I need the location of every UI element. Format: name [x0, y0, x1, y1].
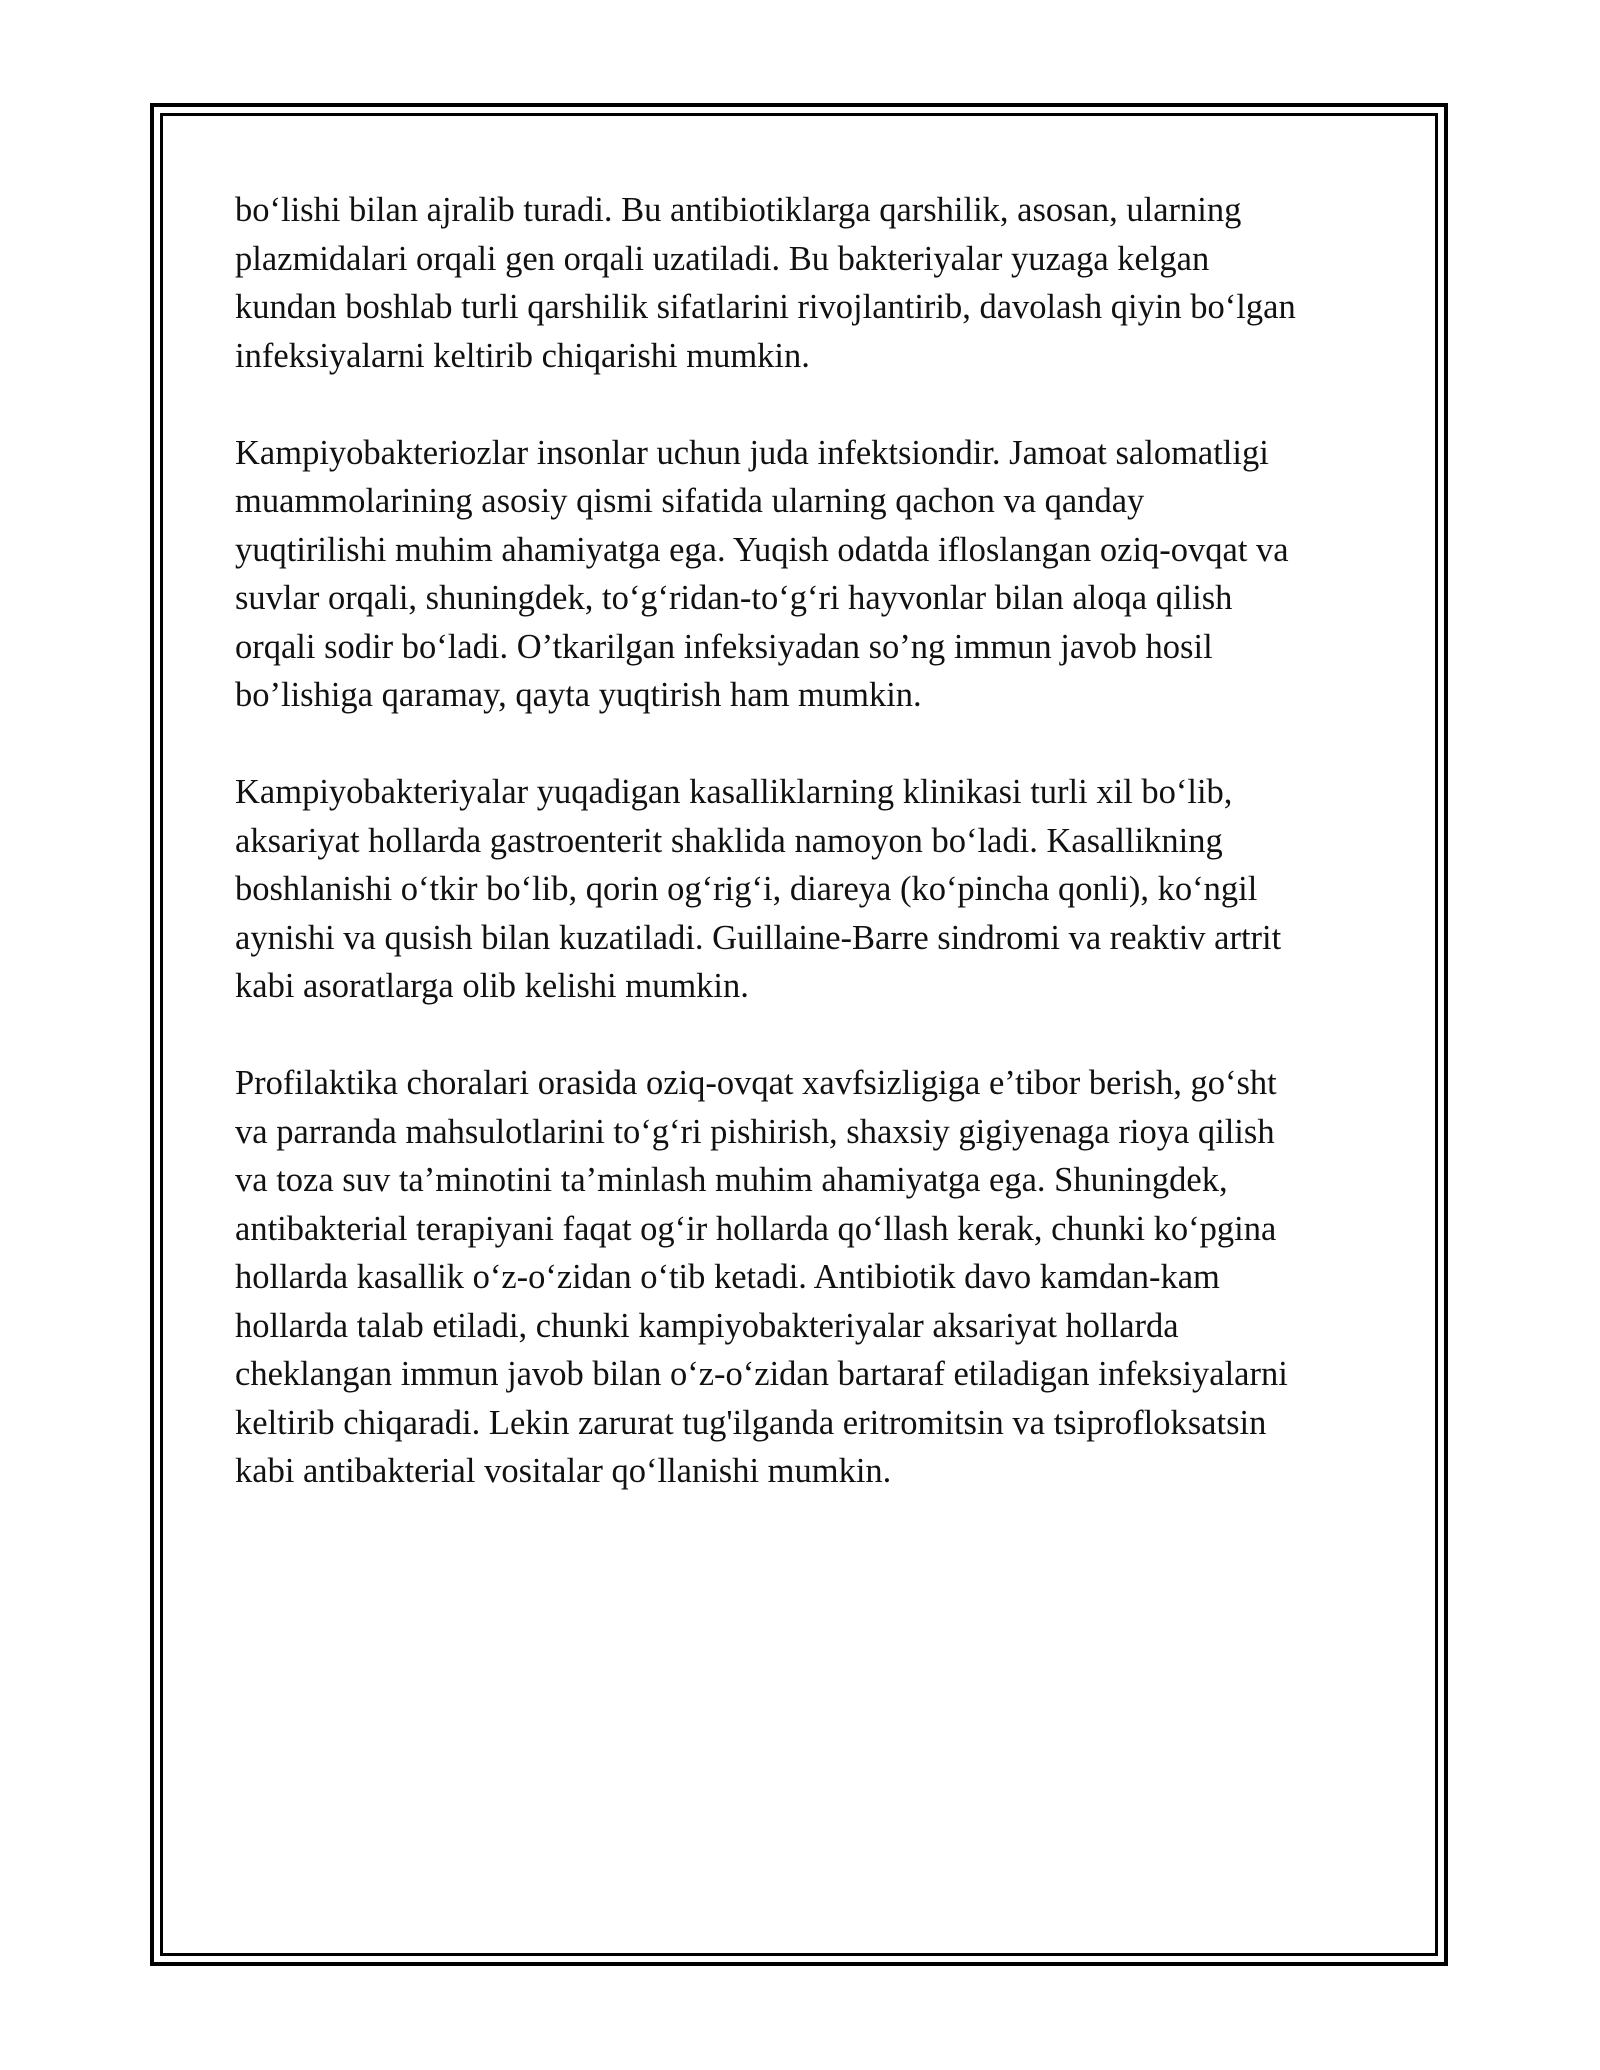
paragraph-1: bo‘lishi bilan ajralib turadi. Bu antibiotiklarga qarshilik, asosan, ularning plazmidalari orqali gen orqali uzatiladi. Bu bakteriyalar yuzaga kelgan kundan boshlab turli qarshilik sifatlarini rivojlantirib, davolash qiyin bo‘lgan infeksiyalarni keltirib chiqarishi mumkin. [235, 191, 1296, 375]
document-body [235, 186, 1375, 1544]
paragraph-2: Kampiyobakteriozlar insonlar uchun juda infektsiondir. Jamoat salomatligi muammolarining asosiy qismi sifatida ularning qachon va qanday yuqtirilishi muhim ahamiyatga ega. Yuqish odatda ifloslangan oziq-ovqat va suvlar orqali, shuningdek, to‘g‘ridan-to‘g‘ri hayvonlar bilan aloqa qilish orqali sodir bo‘ladi. O’tkarilgan infeksiyadan so’ng immun javob hosil bo’lishiga qaramay, qayta yuqtirish ham mumkin. [235, 433, 1289, 714]
paragraph-3: Kampiyobakteriyalar yuqadigan kasalliklarning klinikasi turli xil bo‘lib, aksariyat hollarda gastroenterit shaklida namoyon bo‘ladi. Kasallikning boshlanishi o‘tkir bo‘lib, qorin og‘rig‘i, diareya (ko‘pincha qonli), ko‘ngil aynishi va qusish bilan kuzatiladi. Guillaine-Barre sindromi va reaktiv artrit kabi asoratlarga olib kelishi mumkin. [235, 773, 1282, 1005]
paragraph-4: Profilaktika choralari orasida oziq-ovqat xavfsizligiga e’tibor berish, go‘sht va parranda mahsulotlarini to‘g‘ri pishirish, shaxsiy gigiyenaga rioya qilish va toza suv ta’minotini ta’minlash muhim ahamiyatga ega. Shuningdek, antibakterial terapiyani faqat og‘ir hollarda qo‘llash kerak, chunki ko‘pgina hollarda kasallik o‘z-o‘zidan o‘tib ketadi. Antibiotik davo kamdan-kam hollarda talab etiladi, chunki kampiyobakteriyalar aksariyat hollarda cheklangan immun javob bilan oʻz-oʻzidan bartaraf etiladigan infeksiyalarni keltirib chiqaradi. Lekin zarurat tug'ilganda eritromitsin va tsiprofloksatsin kabi antibakterial vositalar qo‘llanishi mumkin. [235, 1064, 1288, 1490]
